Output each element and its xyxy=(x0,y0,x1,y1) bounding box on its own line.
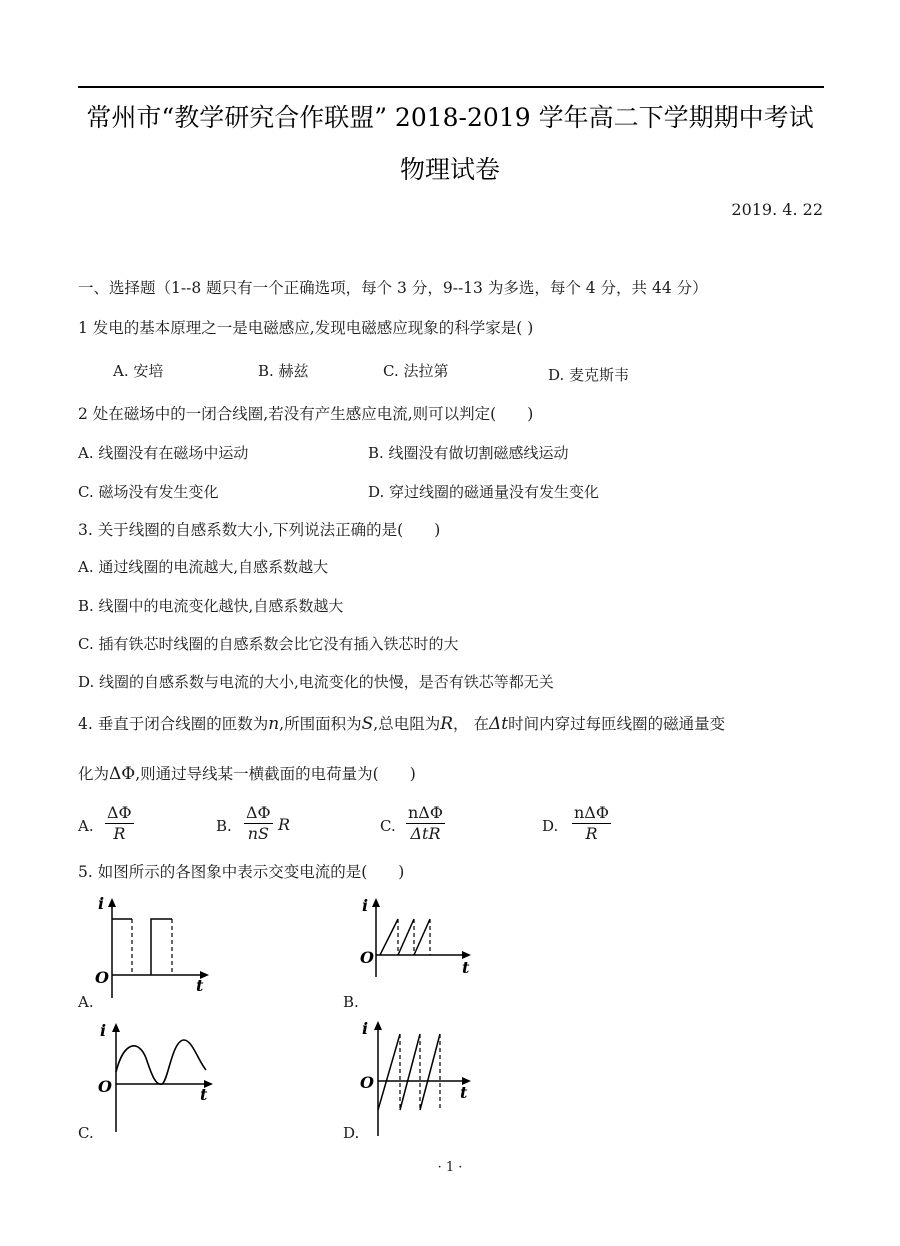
q5-graph-b xyxy=(358,895,488,980)
q1-option-a: A. 安培 xyxy=(113,362,164,380)
origin-label: O xyxy=(360,1073,374,1092)
q4-label-a: A. xyxy=(78,817,94,835)
q3-option-a: A. 通过线圈的电流越大,自感系数越大 xyxy=(78,558,329,576)
header-rule xyxy=(78,86,824,88)
q2-option-d: D. 穿过线圈的磁通量没有发生变化 xyxy=(368,483,600,501)
q3-stem: 3. 关于线圈的自感系数大小,下列说法正确的是( ) xyxy=(78,521,441,539)
q4-label-c: C. xyxy=(380,817,396,835)
q5-label-d: D. xyxy=(343,1124,360,1142)
q5-label-b: B. xyxy=(343,993,359,1011)
origin-label: O xyxy=(95,968,109,987)
section-heading: 一、选择题（1--8 题只有一个正确选项，每个 3 分，9--13 为多选，每个 4 分，共 44 分） xyxy=(78,279,708,297)
axis-label-t: t xyxy=(460,1083,468,1102)
q4-option-b-fraction: $\frac{\Delta\Phi}{nS}$ xyxy=(246,803,271,843)
exam-date: 2019. 4. 22 xyxy=(731,200,823,219)
q3-option-c: C. 插有铁芯时线圈的自感系数会比它没有插入铁芯时的大 xyxy=(78,635,459,653)
axis-label-t: t xyxy=(200,1085,208,1104)
axis-label-i: i xyxy=(100,1021,107,1040)
q2-option-a: A. 线圈没有在磁场中运动 xyxy=(78,444,249,462)
origin-label: O xyxy=(98,1077,112,1096)
q5-label-a: A. xyxy=(78,993,94,1011)
axis-label-i: i xyxy=(98,894,105,913)
exam-title: 常州市“教学研究合作联盟” 2018-2019 学年高二下学期期中考试 xyxy=(86,103,814,132)
symbol-s: S xyxy=(361,714,374,734)
q3-option-d: D. 线圈的自感系数与电流的大小,电流变化的快慢，是否有铁芯等都无关 xyxy=(78,673,554,691)
q4-option-b-tail: R xyxy=(278,815,291,834)
q2-stem: 2 处在磁场中的一闭合线圈,若没有产生感应电流,则可以判定( ) xyxy=(78,405,534,423)
origin-label: O xyxy=(360,948,374,967)
q5-graph-c xyxy=(94,1020,224,1135)
q4-option-d-fraction: nΔΦ R xyxy=(574,803,609,843)
q2-option-b: B. 线圈没有做切割磁感线运动 xyxy=(368,444,569,462)
exam-subtitle: 物理试卷 xyxy=(399,155,500,184)
q4-label-d: D. xyxy=(542,817,559,835)
q5-graph-a xyxy=(92,895,222,1005)
axis-label-t: t xyxy=(462,958,470,977)
axis-label-i: i xyxy=(362,1019,369,1038)
axis-label-i: i xyxy=(362,896,369,915)
symbol-delta-t: Δt xyxy=(488,714,509,734)
q5-label-c: C. xyxy=(78,1124,94,1142)
symbol-r: R xyxy=(440,714,454,734)
page-number: · 1 · xyxy=(437,1160,463,1175)
q4-stem-line2: 化为ΔΦ,则通过导线某一横截面的电荷量为( ) xyxy=(78,764,416,784)
q1-option-d: D. 麦克斯韦 xyxy=(548,366,630,384)
q4-stem-line1: 4. 垂直于闭合线圈的匝数为n,所围面积为S,总电阻为R， 在Δt时间内穿过每匝线圈的磁通量变 xyxy=(78,714,726,734)
q1-stem: 1 发电的基本原理之一是电磁感应,发现电磁感应现象的科学家是( ) xyxy=(78,319,534,337)
q4-label-b: B. xyxy=(216,817,232,835)
q5-graph-d xyxy=(356,1018,486,1138)
axis-label-t: t xyxy=(196,976,204,995)
symbol-n: n xyxy=(268,714,280,734)
q5-stem: 5. 如图所示的各图象中表示交变电流的是( ) xyxy=(78,863,405,881)
q1-option-c: C. 法拉第 xyxy=(383,362,449,380)
q1-option-b: B. 赫兹 xyxy=(258,362,309,380)
symbol-delta-phi: ΔΦ xyxy=(109,764,136,784)
q3-option-b: B. 线圈中的电流变化越快,自感系数越大 xyxy=(78,597,344,615)
q4-option-c-fraction: nΔΦ ΔtR xyxy=(408,803,443,843)
q4-option-a-fraction: $\frac{\Delta\Phi}{R}$ xyxy=(107,803,132,843)
q2-option-c: C. 磁场没有发生变化 xyxy=(78,483,219,501)
